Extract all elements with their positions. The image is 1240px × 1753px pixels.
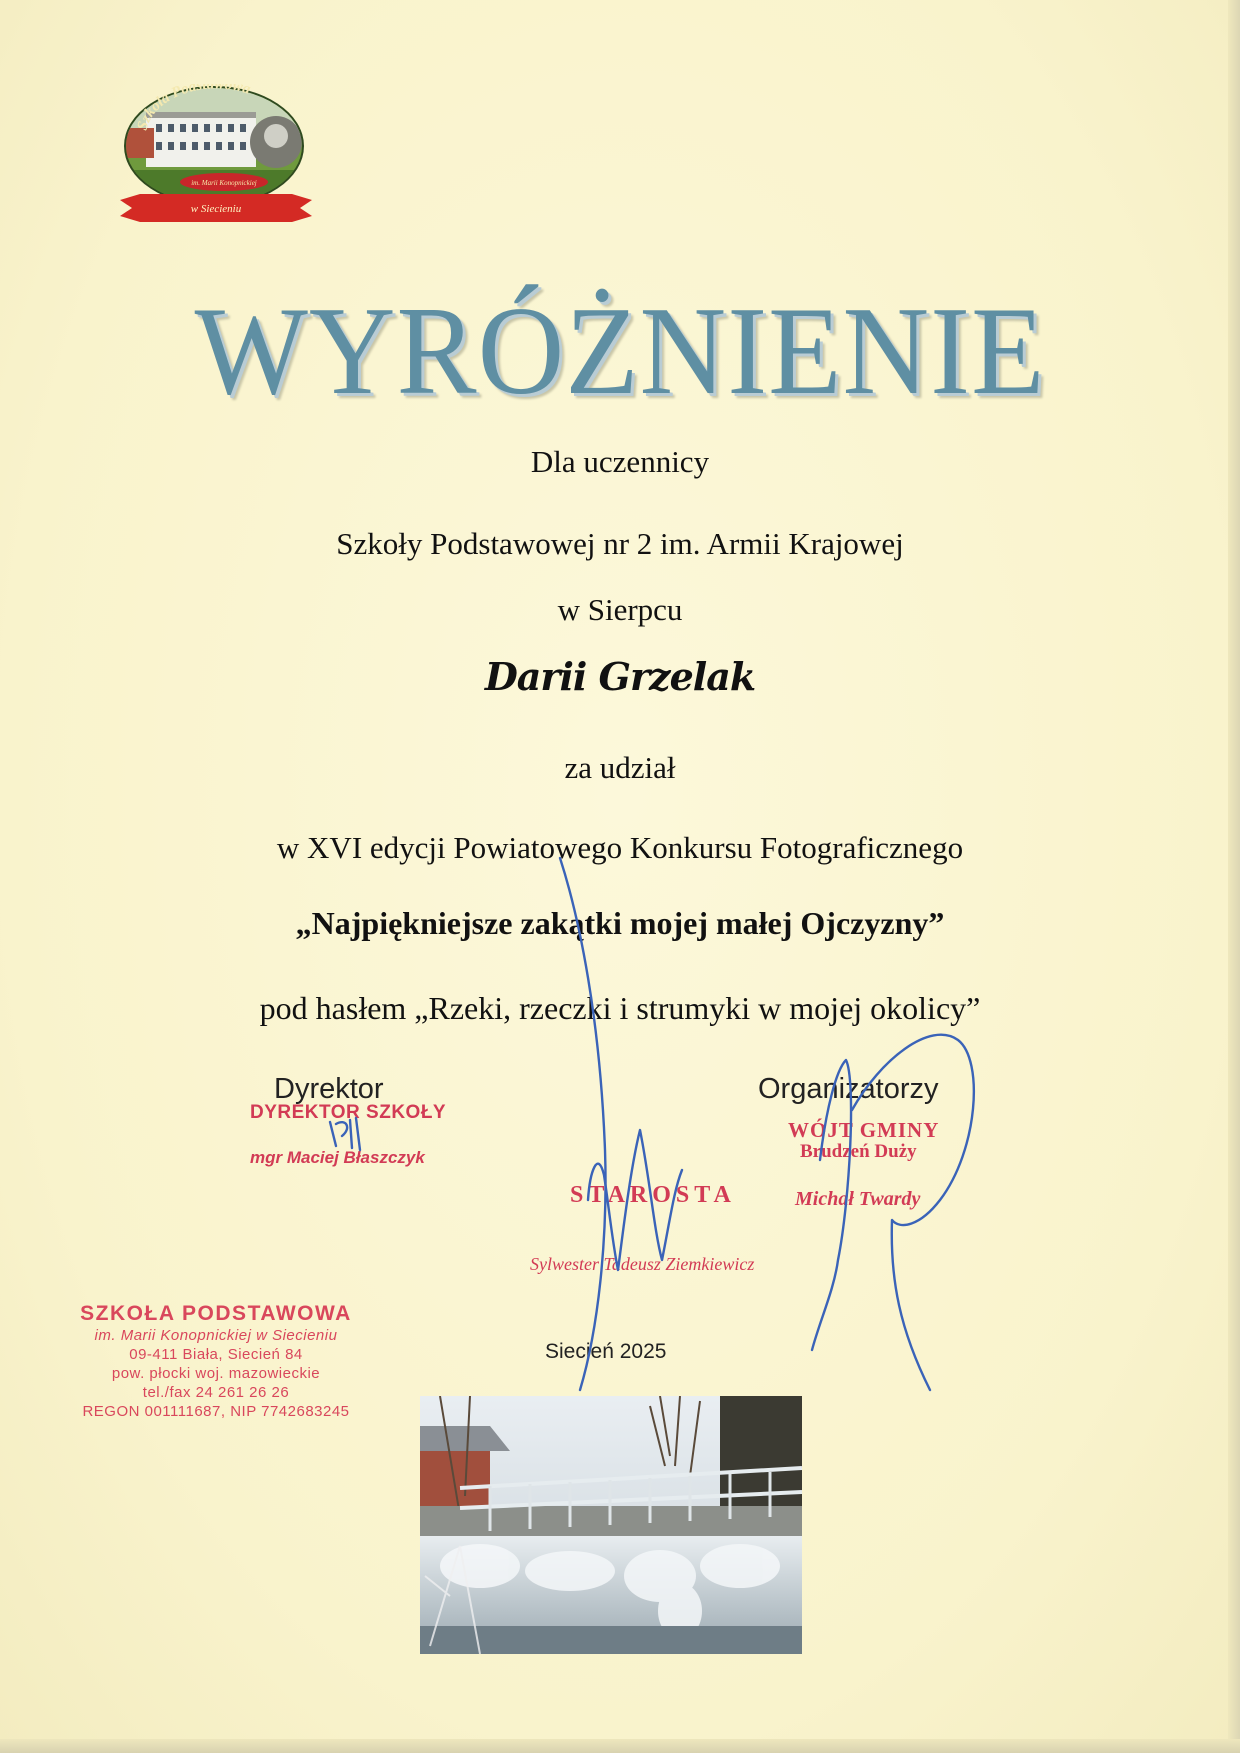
wojt-stamp-place: Brudzeń Duży <box>800 1141 917 1162</box>
starosta-stamp-title: STAROSTA <box>570 1182 736 1208</box>
city-line: w Sierpcu <box>557 592 683 627</box>
director-stamp-title: DYREKTOR SZKOŁY <box>250 1102 447 1123</box>
wojt-stamp-name: Michał Twardy <box>795 1188 921 1210</box>
school-stamp-patron: im. Marii Konopnickiej w Siecieniu <box>94 1327 338 1344</box>
intro-line: Dla uczennicy <box>530 444 710 479</box>
contest-motto: pod hasłem „Rzeki, rzeczki i strumyki w mojej okolicy” <box>259 990 981 1026</box>
school-address-stamp <box>46 1302 386 1420</box>
winter-river-photo <box>420 1396 802 1654</box>
organizers-label: Organizatorzy <box>758 1073 939 1105</box>
school-stamp-ids: REGON 001111687, NIP 7742683245 <box>82 1403 350 1420</box>
school-stamp-name: SZKOŁA PODSTAWOWA <box>80 1302 352 1325</box>
school-stamp-phone: tel./fax 24 261 26 26 <box>142 1384 290 1401</box>
page-edge <box>1228 0 1240 1753</box>
school-line: Szkoły Podstawowej nr 2 im. Armii Krajowej <box>336 526 904 561</box>
director-label: Dyrektor <box>274 1073 384 1105</box>
contest-line: w XVI edycji Powiatowego Konkursu Fotograficznego <box>276 830 964 865</box>
logo-ring-text: Szkoła Podstawowa <box>134 84 253 133</box>
wojt-stamp-title: WÓJT GMINY <box>788 1118 940 1142</box>
recipient-name: Darii Grzelak <box>484 654 756 699</box>
logo-bottom-text: w Siecieniu <box>190 203 242 215</box>
school-stamp-region: pow. płocki woj. mazowieckie <box>111 1365 321 1382</box>
participation-line: za udział <box>564 750 676 785</box>
starosta-stamp-name: Sylwester Tadeusz Ziemkiewicz <box>530 1254 755 1274</box>
logo-ribbon-text: im. Marii Konopnickiej <box>191 179 257 187</box>
issue-date: Siecień 2025 <box>545 1340 667 1363</box>
school-stamp-address: 09-411 Biała, Siecień 84 <box>129 1346 303 1363</box>
contest-title: „Najpiękniejsze zakątki mojej małej Ojczyzny” <box>295 905 945 941</box>
page-bottom-edge <box>0 1739 1240 1753</box>
director-stamp-name: mgr Maciej Błaszczyk <box>250 1148 425 1167</box>
certificate-title: WYRÓŻNIENIE <box>194 280 1046 421</box>
school-logo <box>116 84 316 234</box>
